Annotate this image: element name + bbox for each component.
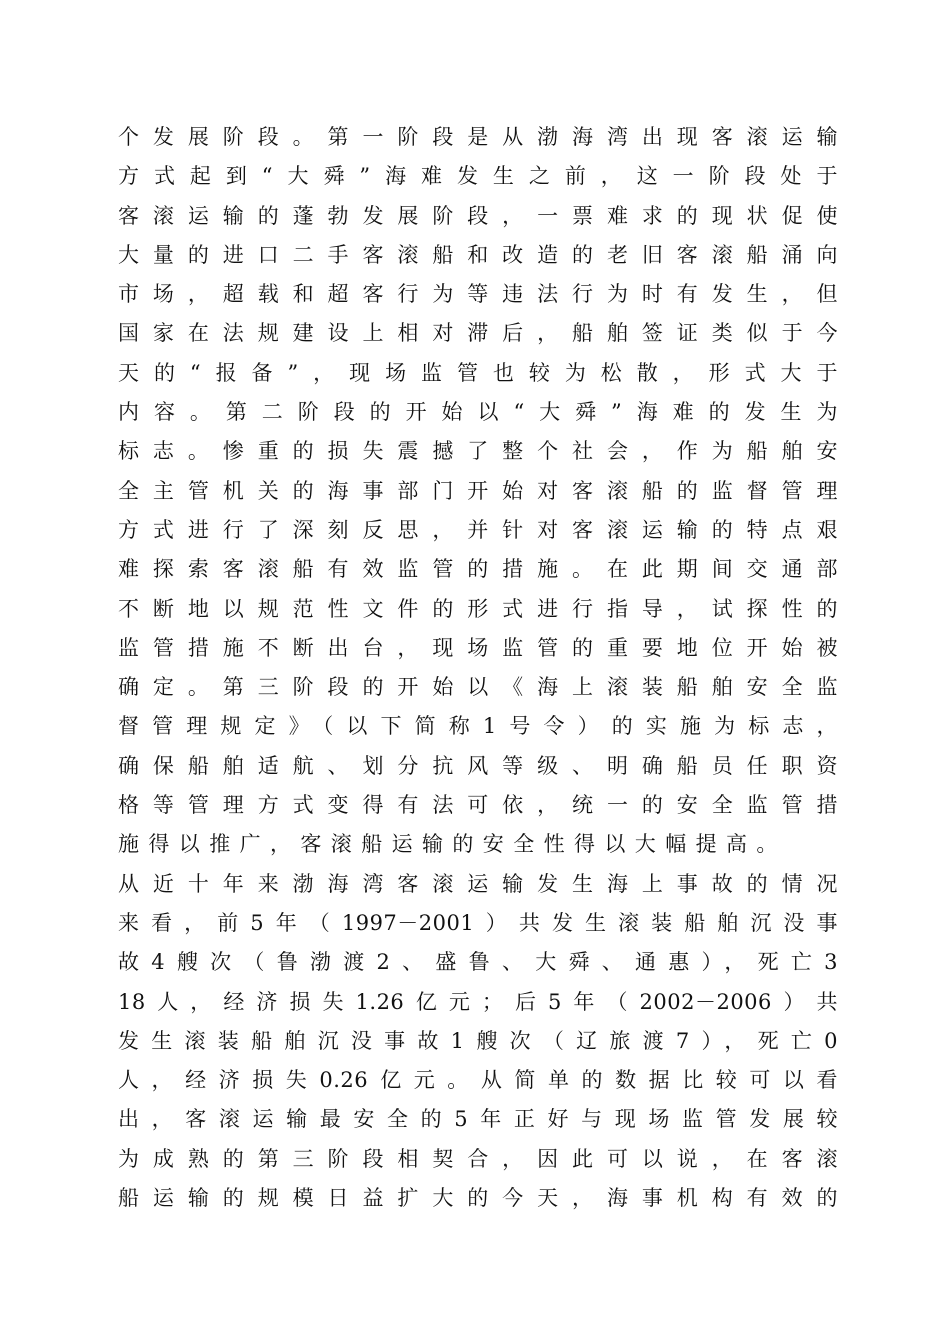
text-line: 市场，超载和超客行为等违法行为时有发生，但 bbox=[118, 282, 838, 307]
text-line: 故4艘次（鲁渤渡2、盛鲁、大舜、通惠），死亡3 bbox=[118, 950, 838, 975]
text-line: 18人，经济损失1.26亿元；后5年（2002－2006）共 bbox=[118, 989, 838, 1014]
text-line: 全主管机关的海事部门开始对客滚船的监督管理 bbox=[118, 478, 838, 503]
text-line: 大量的进口二手客滚船和改造的老旧客滚船涌向 bbox=[118, 242, 838, 267]
body-text bbox=[118, 118, 838, 1218]
text-line: 施得以推广，客滚船运输的安全性得以大幅提高。 bbox=[118, 832, 787, 857]
text-line: 不断地以规范性文件的形式进行指导，试探性的 bbox=[118, 596, 838, 621]
text-line: 难探索客滚船有效监管的措施。在此期间交通部 bbox=[118, 557, 838, 582]
text-line: 确定。第三阶段的开始以《海上滚装船舶安全监 bbox=[118, 675, 838, 700]
text-line: 方式起到“大舜”海难发生之前，这一阶段处于 bbox=[118, 164, 838, 189]
text-line: 标志。惨重的损失震撼了整个社会，作为船舶安 bbox=[118, 439, 838, 464]
text-line: 个发展阶段。第一阶段是从渤海湾出现客滚运输 bbox=[118, 125, 838, 149]
text-line: 来看，前5年（1997－2001）共发生滚装船舶沉没事 bbox=[118, 910, 838, 935]
text-line: 监管措施不断出台，现场监管的重要地位开始被 bbox=[118, 635, 838, 660]
text-line: 格等管理方式变得有法可依，统一的安全监管措 bbox=[118, 793, 838, 818]
text-line: 客滚运输的蓬勃发展阶段，一票难求的现状促使 bbox=[118, 203, 838, 228]
text-line: 国家在法规建设上相对滞后，船舶签证类似于今 bbox=[118, 321, 838, 346]
text-line: 船运输的规模日益扩大的今天，海事机构有效的 bbox=[118, 1186, 838, 1211]
text-line: 从近十年来渤海湾客滚运输发生海上事故的情况 bbox=[118, 871, 838, 896]
text-line: 内容。第二阶段的开始以“大舜”海难的发生为 bbox=[118, 400, 838, 425]
text-line: 出，客滚运输最安全的5年正好与现场监管发展较 bbox=[118, 1107, 838, 1132]
text-line: 人，经济损失0.26亿元。从简单的数据比较可以看 bbox=[118, 1068, 838, 1093]
text-line: 确保船舶适航、划分抗风等级、明确船员任职资 bbox=[118, 753, 838, 778]
text-line: 发生滚装船舶沉没事故1艘次（辽旅渡7），死亡0 bbox=[118, 1028, 838, 1053]
text-line: 督管理规定》（以下简称1号令）的实施为标志， bbox=[118, 714, 838, 739]
text-line: 天的“报备”，现场监管也较为松散，形式大于 bbox=[118, 360, 838, 385]
text-line: 为成熟的第三阶段相契合，因此可以说，在客滚 bbox=[118, 1146, 838, 1171]
text-line: 方式进行了深刻反思，并针对客滚运输的特点艰 bbox=[118, 517, 838, 542]
